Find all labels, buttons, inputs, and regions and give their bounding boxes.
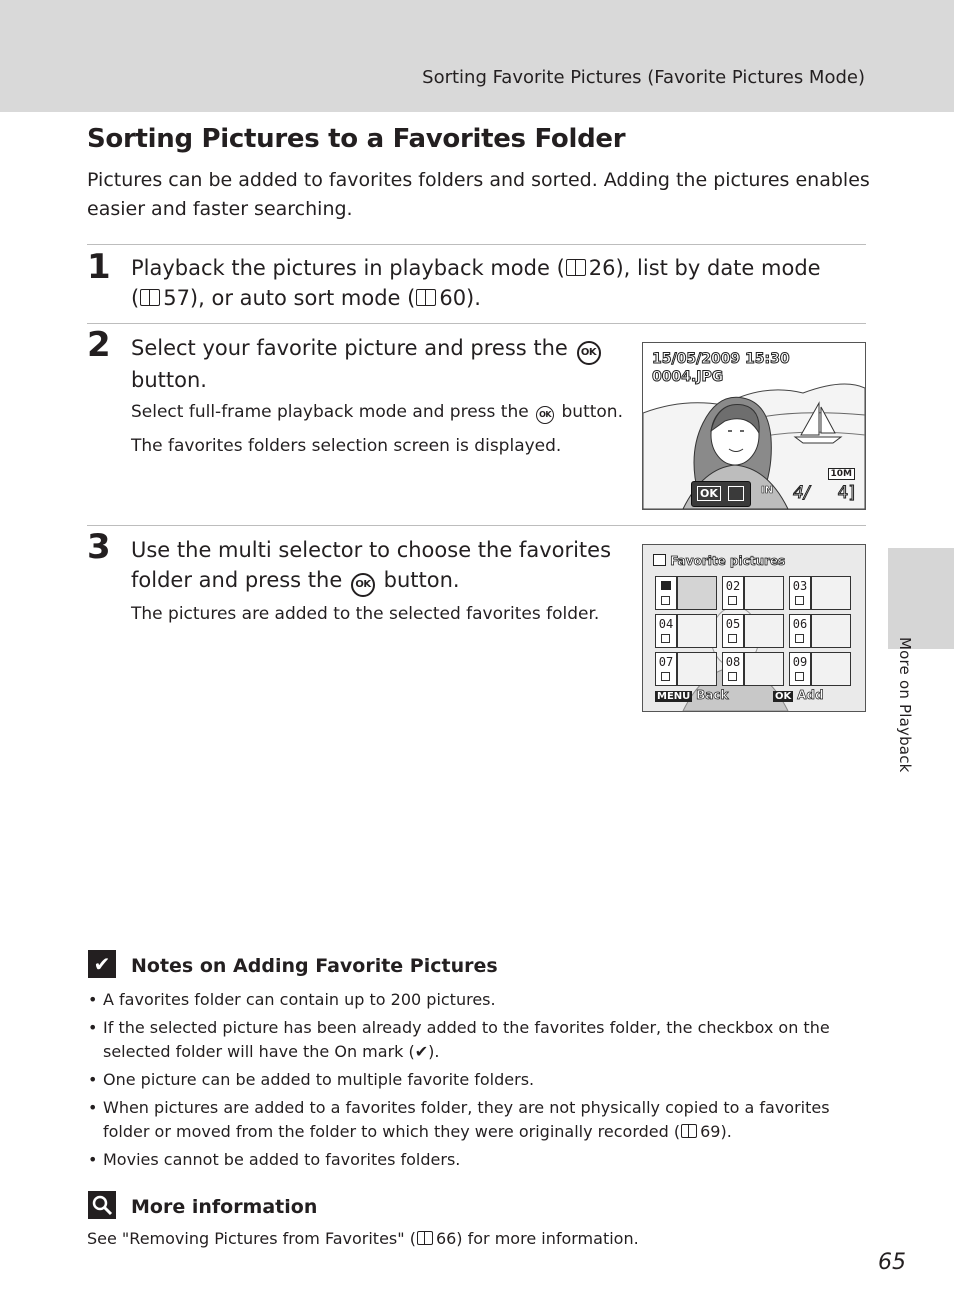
step-1-text-part: ( xyxy=(131,286,140,310)
list-item xyxy=(87,1016,877,1064)
favorites-icon xyxy=(653,554,666,566)
notes-list xyxy=(87,988,877,1176)
step-1-ref[interactable]: 57), or auto sort mode ( xyxy=(163,286,416,310)
more-info-text-part: See "Removing Pictures from Favorites" ( xyxy=(87,1229,416,1248)
folder-checkbox xyxy=(795,596,804,605)
playback-filename: 0004.JPG xyxy=(652,369,724,385)
favorites-folder-slot[interactable] xyxy=(789,614,851,646)
note-text: When pictures are added to a favorites folder, they are not physically copied to a favorites folder or moved from the folder to which they were originally recorded ( xyxy=(103,1098,830,1141)
default-folder-icon xyxy=(655,576,677,610)
folder-thumbnail xyxy=(677,652,717,686)
divider xyxy=(87,525,866,526)
step-1-text-part: Playback the pictures in playback mode ( xyxy=(131,256,565,280)
folder-checkbox xyxy=(728,596,737,605)
chapter-tab-label: More on Playback xyxy=(896,637,914,773)
list-item xyxy=(87,1068,877,1092)
folder-thumbnail xyxy=(744,576,784,610)
book-icon xyxy=(566,259,586,276)
menu-key-badge: MENU xyxy=(657,691,691,702)
step-number: 3 xyxy=(87,527,111,567)
favorites-folder-slot[interactable] xyxy=(722,614,784,646)
folder-thumbnail xyxy=(811,652,851,686)
favorites-folder-slot[interactable] xyxy=(655,652,717,684)
folder-checkbox xyxy=(728,672,737,681)
ok-favorites-hint xyxy=(691,481,751,507)
folder-thumbnail xyxy=(811,576,851,610)
ok-key-badge: OK xyxy=(775,691,792,702)
note-text: ). xyxy=(428,1042,440,1061)
folder-checkbox xyxy=(795,634,804,643)
favorites-folder-slot[interactable] xyxy=(655,576,717,608)
divider xyxy=(87,244,866,245)
step-2-text-part: button. xyxy=(131,368,207,392)
step-1-text xyxy=(131,253,821,313)
step-2-sub-part: button. xyxy=(561,402,623,422)
favorites-folder-slot[interactable] xyxy=(789,652,851,684)
step-3-sub-1: The pictures are added to the selected favorites folder. xyxy=(131,604,600,624)
step-1-ref[interactable]: 26), list by date mode xyxy=(588,256,821,280)
playback-scene-illustration xyxy=(643,343,865,509)
favorites-folder-slot[interactable] xyxy=(722,652,784,684)
folder-thumbnail xyxy=(744,614,784,648)
section-intro: Pictures can be added to favorites folders and sorted. Adding the pictures enables easier and faster searching. xyxy=(87,169,870,220)
step-1-ref[interactable]: 60). xyxy=(439,286,481,310)
step-2-sub-2: The favorites folders selection screen is displayed. xyxy=(131,436,562,456)
book-icon xyxy=(417,1231,433,1245)
folder-checkbox xyxy=(795,672,804,681)
favorites-screen-title-text: Favorite pictures xyxy=(670,554,786,568)
folder-thumbnail xyxy=(811,614,851,648)
folder-number: 09 xyxy=(789,652,811,686)
note-ref[interactable]: 69). xyxy=(700,1122,732,1141)
ok-button-icon: OK xyxy=(351,573,375,597)
favorites-folder-slot[interactable] xyxy=(722,576,784,608)
internal-memory-icon: IN xyxy=(761,485,774,496)
note-text: If the selected picture has been already added to the favorites folder, the checkbox on the selected folder will have the On mark ( xyxy=(103,1018,830,1061)
note-text: One picture can be added to multiple favorite folders. xyxy=(103,1070,535,1089)
step-number: 2 xyxy=(87,325,111,365)
more-info-icon xyxy=(88,1191,116,1219)
playback-screen xyxy=(642,342,866,510)
note-text: Movies cannot be added to favorites folders. xyxy=(103,1150,461,1169)
running-header: Sorting Favorite Pictures (Favorite Pictures Mode) xyxy=(422,67,865,88)
folder-checkbox xyxy=(728,634,737,643)
folder-number: 02 xyxy=(722,576,744,610)
folder-thumbnail xyxy=(744,652,784,686)
ok-button-icon: OK xyxy=(536,406,554,424)
step-2-text-part: Select your favorite picture and press the xyxy=(131,336,568,360)
more-info-title: More information xyxy=(131,1196,318,1218)
folder-number: 03 xyxy=(789,576,811,610)
favorites-folder-grid xyxy=(655,576,855,688)
frame-counter: 4/ xyxy=(793,483,810,503)
divider xyxy=(87,323,866,324)
folder-number: 06 xyxy=(789,614,811,648)
more-info-text xyxy=(87,1229,639,1248)
folder-thumbnail xyxy=(677,576,717,610)
step-3-text-part: folder and press the xyxy=(131,568,343,592)
header-band xyxy=(0,0,954,112)
playback-datetime: 15/05/2009 15:30 xyxy=(652,351,790,367)
folder-number: 07 xyxy=(655,652,677,686)
add-hint xyxy=(773,688,824,702)
step-2-sub-part: Select full-frame playback mode and press the xyxy=(131,402,529,422)
folder-icon xyxy=(661,581,671,590)
folder-checkbox xyxy=(661,634,670,643)
folder-thumbnail xyxy=(677,614,717,648)
step-3-text-part: button. xyxy=(383,568,460,592)
book-icon xyxy=(140,289,160,306)
list-item xyxy=(87,988,877,1012)
frame-total: 4] xyxy=(837,483,855,503)
chapter-tab xyxy=(888,548,954,649)
step-3-text xyxy=(131,535,631,597)
step-3-text-part: Use the multi selector to choose the favorites xyxy=(131,538,612,562)
favorites-folder-slot[interactable] xyxy=(655,614,717,646)
book-icon xyxy=(681,1124,697,1138)
list-item xyxy=(87,1148,877,1172)
check-mark-icon: ✔ xyxy=(414,1042,429,1061)
folder-checkbox xyxy=(661,672,670,681)
page-number: 65 xyxy=(878,1250,906,1275)
book-icon xyxy=(416,289,436,306)
list-item xyxy=(87,1096,877,1144)
add-label: Add xyxy=(797,688,824,702)
ok-button-icon: OK xyxy=(577,341,601,365)
favorites-screen-title xyxy=(653,554,785,568)
step-number: 1 xyxy=(87,247,111,287)
folder-checkbox xyxy=(661,596,670,605)
step-2-text xyxy=(131,333,611,395)
folder-number: 08 xyxy=(722,652,744,686)
favorites-folder-slot[interactable] xyxy=(789,576,851,608)
back-label: Back xyxy=(696,688,729,702)
section-title: Sorting Pictures to a Favorites Folder xyxy=(87,124,626,154)
folder-number: 05 xyxy=(722,614,744,648)
note-text: A favorites folder can contain up to 200 pictures. xyxy=(103,990,496,1009)
notes-title: Notes on Adding Favorite Pictures xyxy=(131,955,498,977)
ok-badge: OK xyxy=(697,486,721,501)
image-size-icon: 10M xyxy=(828,468,855,480)
favorites-icon xyxy=(728,486,744,501)
more-info-ref[interactable]: 66) for more information. xyxy=(435,1229,639,1248)
check-note-icon: ✔ xyxy=(88,950,116,978)
magnifier-icon xyxy=(88,1191,116,1219)
step-2-sub-1 xyxy=(131,402,623,424)
favorites-selection-screen xyxy=(642,544,866,712)
folder-number: 04 xyxy=(655,614,677,648)
back-hint xyxy=(655,688,728,702)
